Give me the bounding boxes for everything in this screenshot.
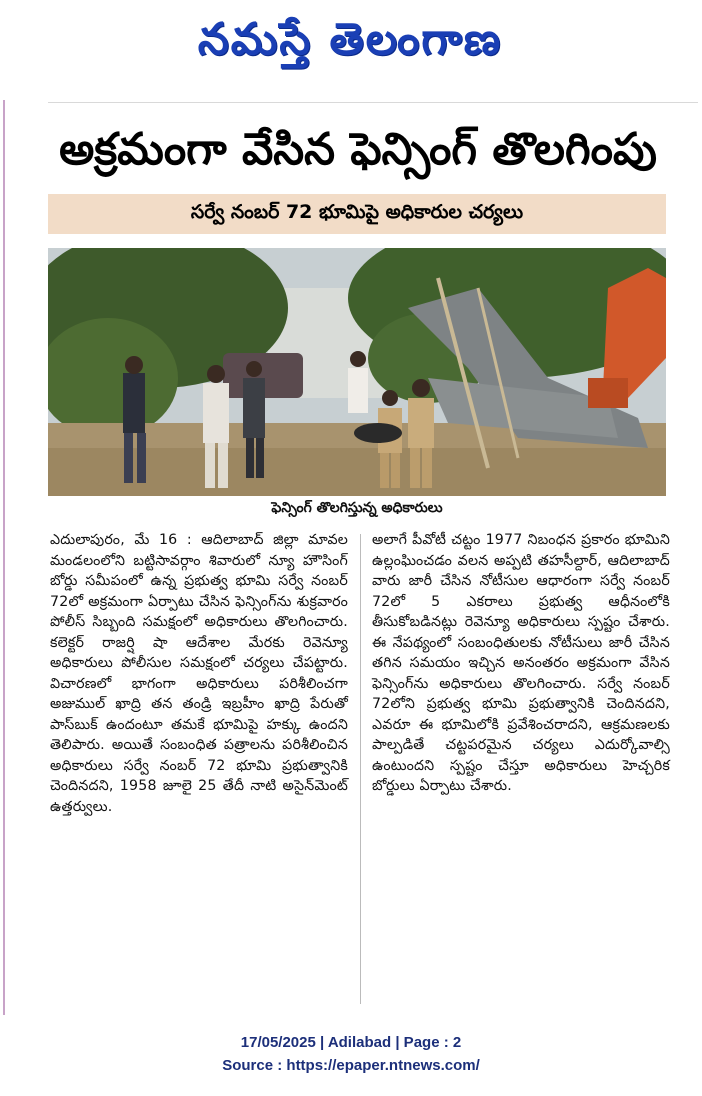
photo-caption: ఫెన్సింగ్ తొలగిస్తున్న అధికారులు: [271, 500, 443, 516]
article-column-left: ఎదులాపురం, మే 16 : ఆదిలాబాద్ జిల్లా మావల మండలంలోని బట్టిసావర్గాం శివారులో న్యూ హౌసింగ్ బోర్డు సమీపంలో ఉన్న ప్రభుత్వ భూమి సర్వే నంబర్ 72లో అక్రమంగా ఏర్పాటు చేసిన ఫెన్సింగ్‌ను శుక్రవారం పోలీస్ సిబ్బంది సమక్షంలో అధికారులు తొలగించారు. కలెక్టర్ రాజర్షి షా ఆదేశాల మేరకు రెవెన్యూ అధికారులు పోలీసుల సమక్షంలో చర్యలు చేపట్టారు. విచారణలో భాగంగా అధికారులు పరిశీలించగా అజుముల్ ఖాద్రి తన తండ్రి ఇబ్రహీం ఖాద్రి పేరుతో పాస్‌బుక్ ఉందంటూ తమకే భూమిపై హక్కు ఉందని తెలిపారు. అయితే సంబంధిత పత్రాలను పరిశీలించిన అధికారులు సర్వే నంబర్ 72 భూమి ప్రభుత్వానికి చెందినదని, 1958 జూలై 25 తేదీ నాటి అసైన్‌మెంట్ ఉత్తర్వులు.: [50, 532, 348, 815]
header-divider: [48, 102, 698, 103]
article-headline: అక్రమంగా వేసిన ఫెన్సింగ్ తొలగింపు: [59, 124, 657, 175]
news-photo-illustration: [48, 248, 666, 496]
article-subheadline: సర్వే నంబర్ 72 భూమిపై అధికారుల చర్యలు: [190, 200, 524, 223]
source-link[interactable]: Source : https://epaper.ntnews.com/: [222, 1057, 480, 1074]
column-divider: [360, 534, 361, 1004]
edition-info: 17/05/2025 | Adilabad | Page : 2: [240, 1034, 462, 1051]
newspaper-masthead: నమస్తే తెలంగాణ: [197, 14, 503, 65]
page-margin-rule: [3, 100, 5, 1015]
subheadline-banner: [48, 194, 666, 234]
article-column-right: అలాగే పీవోటీ చట్టం 1977 నిబంధన ప్రకారం భూమిని ఉల్లంఘించడం వలన అప్పటి తహసీల్దార్, ఆదిలాబాద్ వారు జారీ చేసిన నోటీసుల ఆధారంగా సర్వే నంబర్ 72లో 5 ఎకరాలు ప్రభుత్వ ఆధీనంలోకి తీసుకోబడినట్లు రెవెన్యూ అధికారులు స్పష్టం చేశారు. ఈ నేపథ్యంలో సంబంధితులకు నోటీసులు జారీ చేసిన తగిన సమయం ఇచ్చిన అనంతరం అక్రమంగా వేసిన ఫెన్సింగ్‌ను అధికారులు తొలగించారు. సర్వే నంబర్ 72లోని ప్రభుత్వ భూమి ప్రభుత్వానికి చెందినదని, ఎవరూ ఈ భూమిలోకి ప్రవేశించరాదని, ఆక్రమణలకు పాల్పడితే చట్టపరమైన చర్యలు ఎదుర్కోవాల్సి ఉంటుందని స్పష్టం చేస్తూ అధికారులు హెచ్చరిక బోర్డులు ఏర్పాటు చేశారు.: [372, 532, 670, 794]
news-photo: [48, 248, 666, 496]
